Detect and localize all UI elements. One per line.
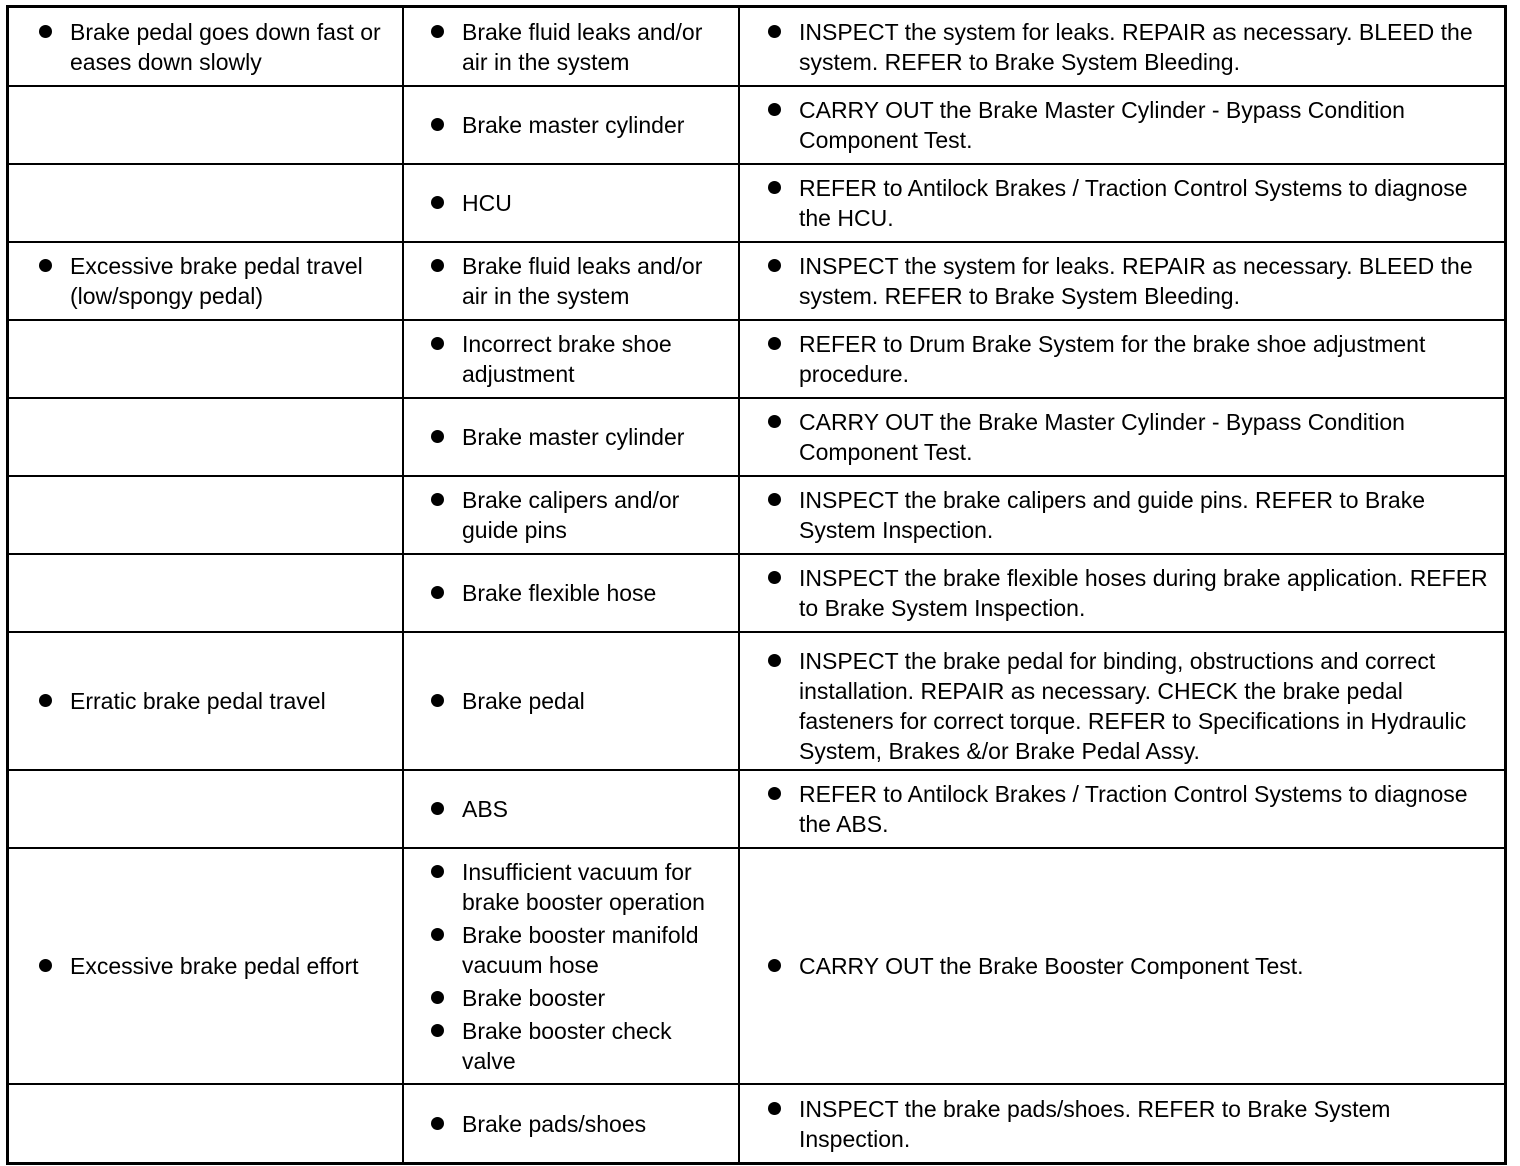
table-row [9,164,1504,242]
action-text: INSPECT the system for leaks. REPAIR as necessary. BLEED the system. REFER to Brake System Bleeding. [768,17,1494,77]
condition-cell [9,554,403,632]
table-row [9,242,1504,320]
source-cell [403,632,739,770]
source-cell [403,320,739,398]
table-row [9,1084,1504,1162]
action-text: CARRY OUT the Brake Booster Component Test. [768,951,1494,981]
condition-text: Excessive brake pedal travel (low/spongy pedal) [39,251,392,311]
action-text: REFER to Antilock Brakes / Traction Control Systems to diagnose the HCU. [768,173,1494,233]
table-row [9,476,1504,554]
action-cell [739,632,1504,770]
condition-cell [9,1084,403,1162]
condition-cell [9,86,403,164]
source-cell [403,242,739,320]
action-text: INSPECT the system for leaks. REPAIR as necessary. BLEED the system. REFER to Brake System Bleeding. [768,251,1494,311]
action-text: INSPECT the brake pedal for binding, obstructions and correct installation. REPAIR as necessary. CHECK the brake pedal fasteners for correct torque. REFER to Specifications in Hydraulic System, Brakes &/or Brake Pedal Assy. [768,646,1494,766]
source-cell [403,8,739,86]
condition-cell [9,398,403,476]
source-text: Brake booster [431,983,730,1013]
action-cell [739,770,1504,848]
table-row [9,320,1504,398]
source-text: Brake flexible hose [431,578,730,608]
action-text: CARRY OUT the Brake Master Cylinder - Bypass Condition Component Test. [768,407,1494,467]
action-cell [739,554,1504,632]
action-cell [739,8,1504,86]
table-row [9,398,1504,476]
condition-text: Excessive brake pedal effort [39,951,392,981]
action-text: INSPECT the brake calipers and guide pins. REFER to Brake System Inspection. [768,485,1494,545]
source-cell [403,476,739,554]
source-cell [403,848,739,1084]
source-cell [403,164,739,242]
source-text: ABS [431,794,730,824]
source-text: Brake calipers and/or guide pins [431,485,730,545]
action-cell [739,848,1504,1084]
condition-cell [9,8,403,86]
source-text: HCU [431,188,730,218]
condition-text: Erratic brake pedal travel [39,686,392,716]
source-text: Brake master cylinder [431,110,730,140]
symptom-chart-table [9,8,1504,1162]
action-text: CARRY OUT the Brake Master Cylinder - Bypass Condition Component Test. [768,95,1494,155]
source-text: Brake pads/shoes [431,1109,730,1139]
source-text: Brake master cylinder [431,422,730,452]
condition-cell [9,632,403,770]
table-row [9,632,1504,770]
source-cell [403,86,739,164]
source-text: Brake booster check valve [431,1016,730,1076]
action-text: REFER to Drum Brake System for the brake shoe adjustment procedure. [768,329,1494,389]
condition-cell [9,770,403,848]
source-cell [403,398,739,476]
table-row [9,8,1504,86]
source-text: Brake pedal [431,686,730,716]
condition-cell [9,476,403,554]
source-text: Brake fluid leaks and/or air in the system [431,17,730,77]
table-row [9,848,1504,1084]
action-cell [739,164,1504,242]
source-text: Incorrect brake shoe adjustment [431,329,730,389]
source-text: Insufficient vacuum for brake booster operation [431,857,730,917]
action-cell [739,320,1504,398]
action-cell [739,242,1504,320]
diagnostic-table-frame [6,5,1507,1165]
action-cell [739,1084,1504,1162]
condition-cell [9,242,403,320]
condition-cell [9,848,403,1084]
condition-text: Brake pedal goes down fast or eases down slowly [39,17,392,77]
action-text: REFER to Antilock Brakes / Traction Control Systems to diagnose the ABS. [768,779,1494,839]
source-cell [403,554,739,632]
source-cell [403,1084,739,1162]
action-text: INSPECT the brake flexible hoses during brake application. REFER to Brake System Inspection. [768,563,1494,623]
condition-cell [9,320,403,398]
table-row [9,86,1504,164]
source-text: Brake fluid leaks and/or air in the system [431,251,730,311]
action-text: INSPECT the brake pads/shoes. REFER to Brake System Inspection. [768,1094,1494,1154]
action-cell [739,476,1504,554]
source-cell [403,770,739,848]
table-row [9,554,1504,632]
action-cell [739,398,1504,476]
table-row [9,770,1504,848]
action-cell [739,86,1504,164]
source-text: Brake booster manifold vacuum hose [431,920,730,980]
condition-cell [9,164,403,242]
